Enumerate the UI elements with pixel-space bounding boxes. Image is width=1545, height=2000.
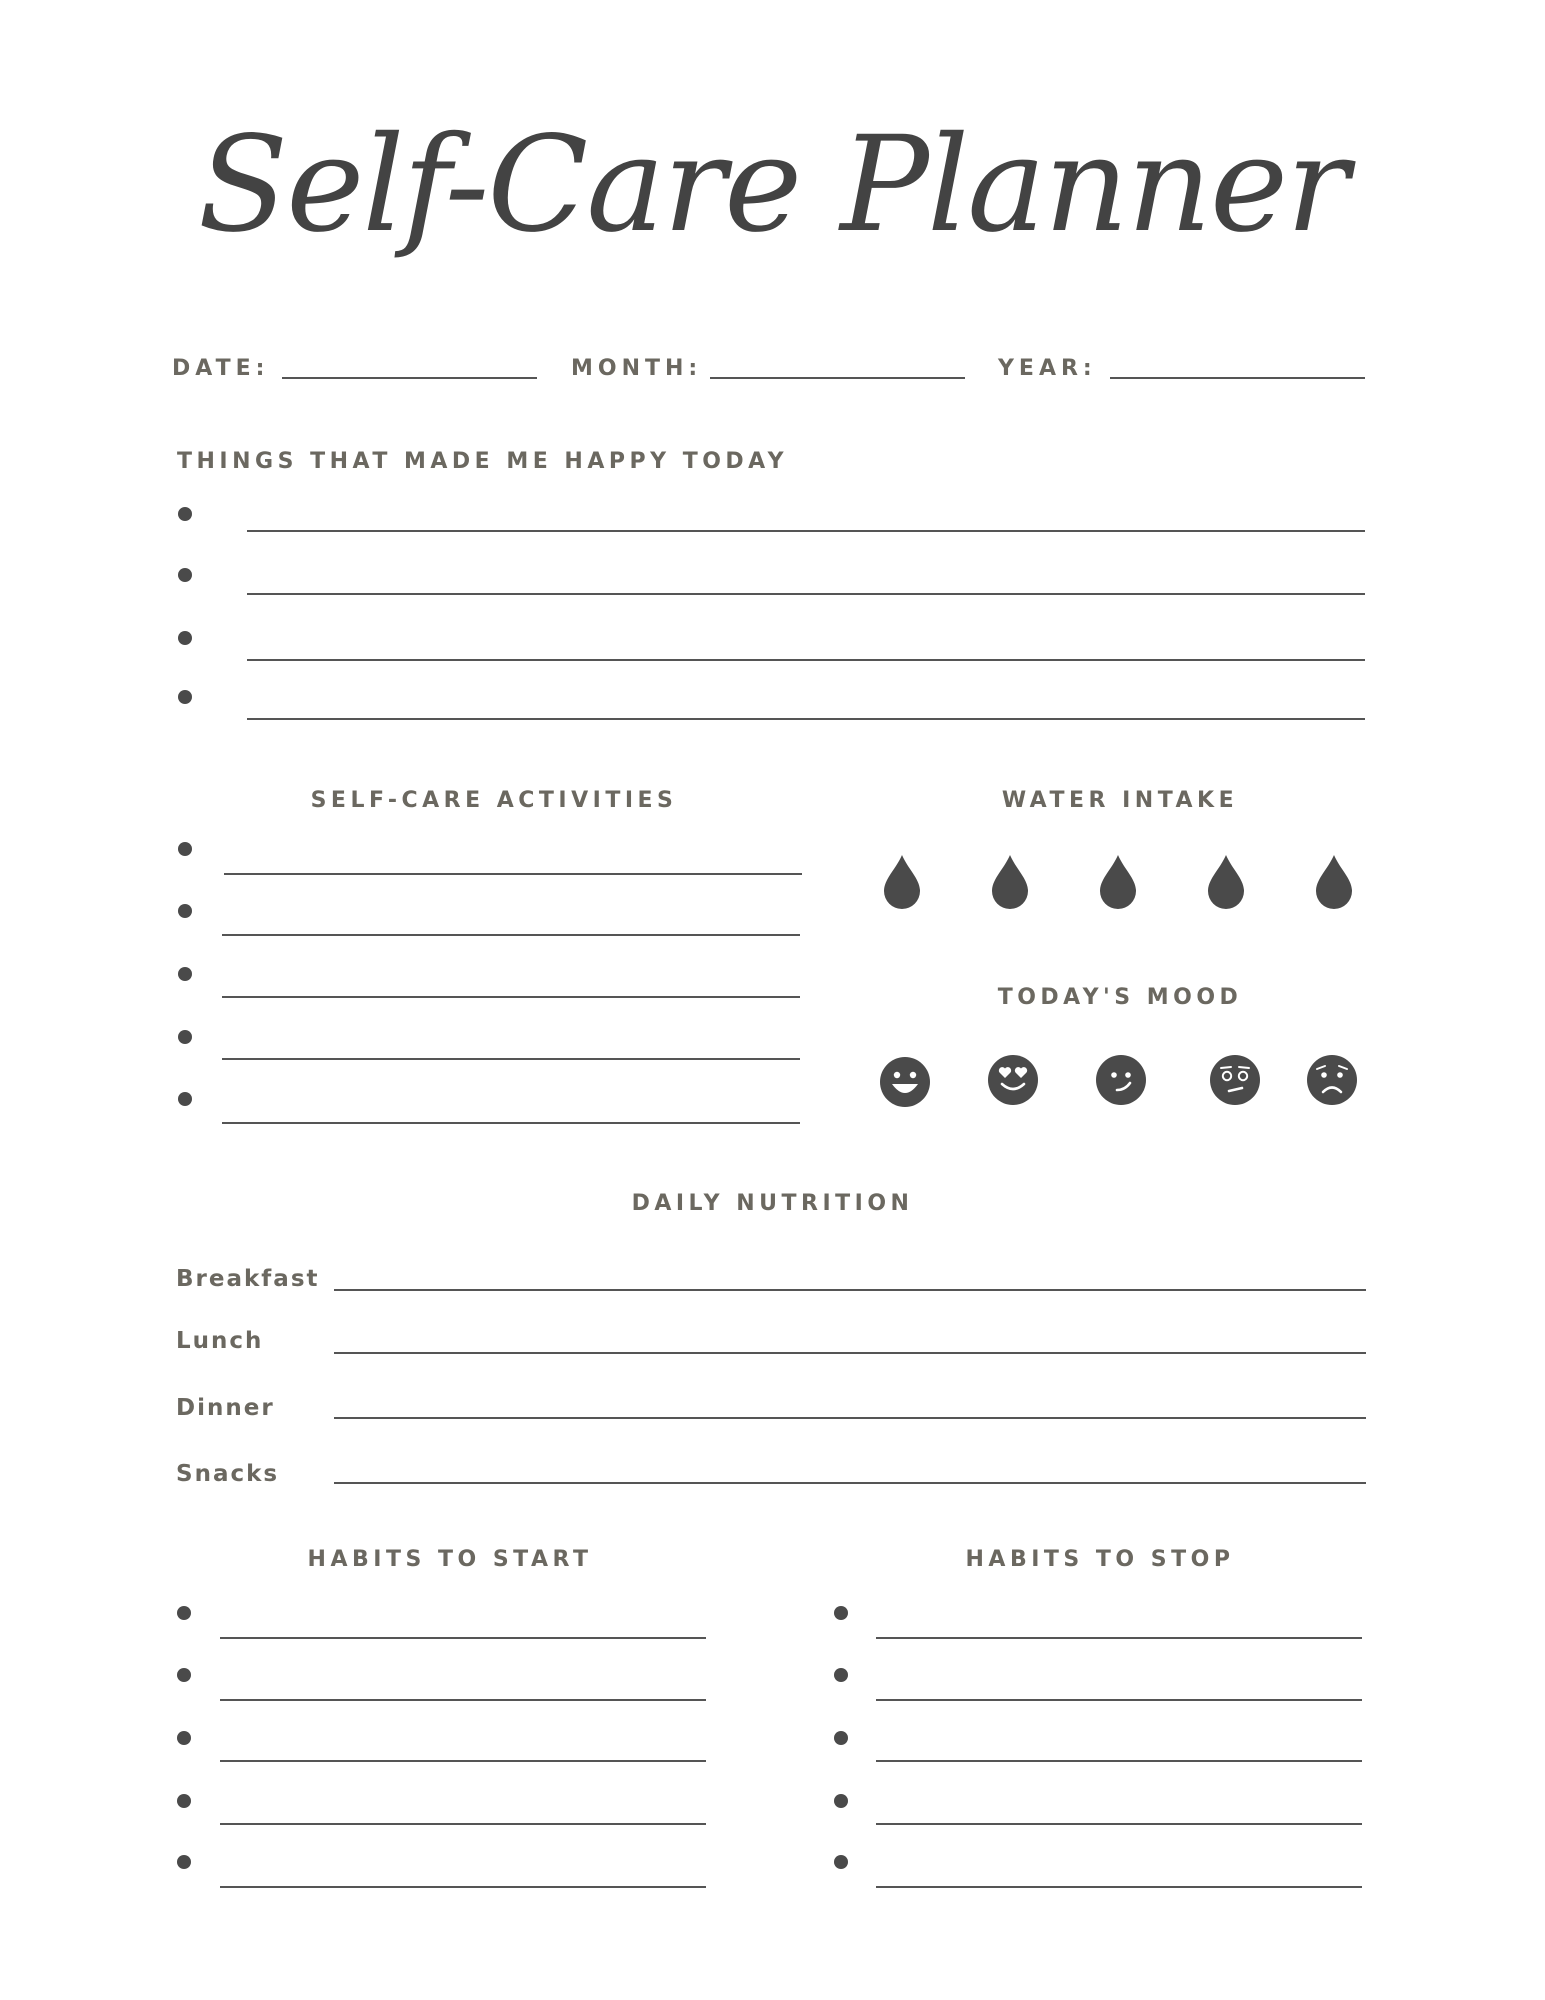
- bullet-dot: [834, 1855, 848, 1869]
- meal-label-dinner: Dinner: [176, 1395, 275, 1421]
- mood-heading: TODAY'S MOOD: [997, 985, 1243, 1010]
- year-field[interactable]: [1110, 377, 1365, 379]
- happy-line-1[interactable]: [247, 530, 1365, 532]
- habit-stop-line-1[interactable]: [876, 1637, 1362, 1639]
- happy-heading: THINGS THAT MADE ME HAPPY TODAY: [177, 449, 789, 474]
- bullet-dot: [178, 904, 192, 918]
- heart-eyes-face-icon[interactable]: [987, 1054, 1039, 1110]
- activity-line-5[interactable]: [222, 1122, 800, 1124]
- bullet-dot: [178, 842, 192, 856]
- habit-start-line-3[interactable]: [220, 1760, 706, 1762]
- habit-stop-line-3[interactable]: [876, 1760, 1362, 1762]
- month-field[interactable]: [710, 377, 965, 379]
- month-label: MONTH:: [571, 356, 703, 381]
- meal-label-lunch: Lunch: [176, 1328, 264, 1354]
- activity-line-4[interactable]: [222, 1058, 800, 1060]
- bullet-dot: [177, 1855, 191, 1869]
- nutrition-heading: DAILY NUTRITION: [631, 1191, 914, 1216]
- habit-start-line-4[interactable]: [220, 1823, 706, 1825]
- lunch-line[interactable]: [334, 1352, 1366, 1354]
- water-drop-icon[interactable]: [1200, 853, 1252, 909]
- happy-line-4[interactable]: [247, 718, 1365, 720]
- bullet-dot: [177, 1668, 191, 1682]
- habit-start-line-5[interactable]: [220, 1886, 706, 1888]
- habits-stop-heading: HABITS TO STOP: [965, 1547, 1235, 1572]
- habit-stop-line-2[interactable]: [876, 1699, 1362, 1701]
- bullet-dot: [178, 568, 192, 582]
- date-field[interactable]: [282, 377, 537, 379]
- bullet-dot: [178, 1092, 192, 1106]
- water-drop-icon[interactable]: [876, 853, 928, 909]
- bullet-dot: [178, 690, 192, 704]
- activities-heading: SELF-CARE ACTIVITIES: [310, 788, 678, 813]
- bullet-dot: [834, 1731, 848, 1745]
- dinner-line[interactable]: [334, 1417, 1366, 1419]
- water-heading: WATER INTAKE: [1001, 788, 1239, 813]
- worried-face-icon[interactable]: [1209, 1054, 1261, 1110]
- bullet-dot: [177, 1606, 191, 1620]
- habit-start-line-1[interactable]: [220, 1637, 706, 1639]
- page-title: Self-Care Planner: [197, 108, 1348, 262]
- bullet-dot: [178, 1030, 192, 1044]
- activity-line-2[interactable]: [222, 934, 800, 936]
- habit-start-line-2[interactable]: [220, 1699, 706, 1701]
- date-label: DATE:: [172, 356, 270, 381]
- bullet-dot: [178, 507, 192, 521]
- year-label: YEAR:: [998, 356, 1097, 381]
- laughing-face-icon[interactable]: [879, 1056, 931, 1112]
- activity-line-1[interactable]: [224, 873, 802, 875]
- habit-stop-line-5[interactable]: [876, 1886, 1362, 1888]
- happy-line-2[interactable]: [247, 593, 1365, 595]
- bullet-dot: [834, 1606, 848, 1620]
- bullet-dot: [177, 1731, 191, 1745]
- activity-line-3[interactable]: [222, 996, 800, 998]
- bullet-dot: [178, 631, 192, 645]
- habit-stop-line-4[interactable]: [876, 1823, 1362, 1825]
- bullet-dot: [834, 1794, 848, 1808]
- water-drop-icon[interactable]: [1308, 853, 1360, 909]
- breakfast-line[interactable]: [334, 1289, 1366, 1291]
- sad-face-icon[interactable]: [1306, 1054, 1358, 1110]
- smirk-face-icon[interactable]: [1095, 1054, 1147, 1110]
- happy-line-3[interactable]: [247, 659, 1365, 661]
- habits-start-heading: HABITS TO START: [307, 1547, 593, 1572]
- bullet-dot: [834, 1668, 848, 1682]
- snacks-line[interactable]: [334, 1482, 1366, 1484]
- water-drop-icon[interactable]: [984, 853, 1036, 909]
- water-drop-icon[interactable]: [1092, 853, 1144, 909]
- bullet-dot: [177, 1794, 191, 1808]
- bullet-dot: [178, 967, 192, 981]
- meal-label-breakfast: Breakfast: [176, 1266, 320, 1292]
- meal-label-snacks: Snacks: [176, 1461, 280, 1487]
